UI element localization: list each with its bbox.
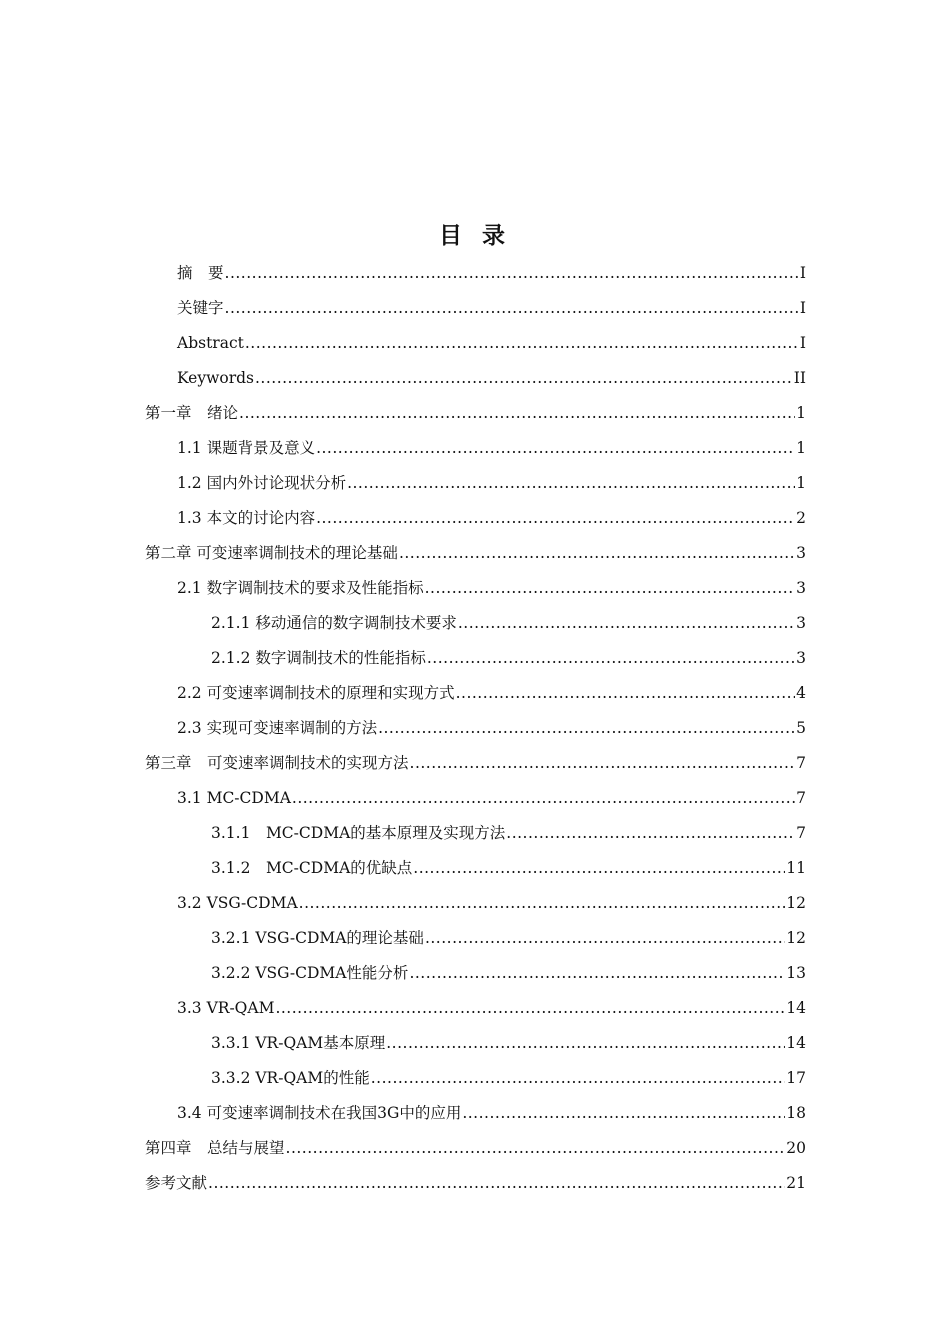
toc-entry-page: 18 (786, 1104, 806, 1122)
toc-entry-page: 14 (786, 999, 806, 1017)
toc-entry-label: 2.1.2 数字调制技术的性能指标 (211, 649, 426, 667)
toc-entry[interactable] (177, 886, 806, 921)
toc-entry[interactable] (211, 956, 806, 991)
toc-entry-page: 14 (786, 1034, 806, 1052)
toc-leader-dots (299, 886, 786, 921)
toc-entry-label: 3.2.1 VSG-CDMA的理论基础 (211, 929, 424, 947)
toc-entry[interactable] (177, 291, 806, 326)
toc-entry-page: 3 (796, 579, 806, 597)
toc-entry-label: 第四章 总结与展望 (145, 1139, 285, 1157)
toc-entry[interactable] (177, 711, 806, 746)
toc-entry-label: 第二章 可变速率调制技术的理论基础 (145, 544, 398, 562)
toc-entry[interactable] (211, 641, 806, 676)
toc-leader-dots (458, 606, 795, 641)
toc-entry-label: Abstract (177, 334, 244, 352)
toc-entry[interactable] (145, 746, 806, 781)
toc-leader-dots (245, 326, 799, 361)
toc-entry-label: 2.1.1 移动通信的数字调制技术要求 (211, 614, 457, 632)
toc-leader-dots (456, 676, 796, 711)
toc-leader-dots (316, 501, 795, 536)
toc-leader-dots (399, 536, 795, 571)
toc-leader-dots (286, 1131, 786, 1166)
toc-entry-label: 摘 要 (177, 264, 224, 282)
toc-entry-page: I (799, 264, 806, 282)
toc-entry-label: 3.2.2 VSG-CDMA性能分析 (211, 964, 409, 982)
toc-entry-page: I (799, 334, 806, 352)
toc-entry-page: 12 (786, 894, 806, 912)
toc-entry-page: 20 (786, 1139, 806, 1157)
toc-entry-label: 2.2 可变速率调制技术的原理和实现方式 (177, 684, 455, 702)
toc-entry-label: 第三章 可变速率调制技术的实现方法 (145, 754, 409, 772)
toc-entry[interactable] (177, 431, 806, 466)
toc-leader-dots (462, 1096, 785, 1131)
toc-entry-label: 关键字 (177, 299, 224, 317)
toc-entry-page: 17 (786, 1069, 806, 1087)
toc-entry-page: 13 (786, 964, 806, 982)
toc-entry-page: I (799, 299, 806, 317)
toc-entry-page: 1 (796, 439, 806, 457)
toc-entry-label: 3.3.1 VR-QAM基本原理 (211, 1034, 386, 1052)
toc-entry-label: 1.2 国内外讨论现状分析 (177, 474, 347, 492)
toc-entry-label: 3.1.2 MC-CDMA的优缺点 (211, 859, 413, 877)
toc-entry-label: Keywords (177, 369, 254, 387)
toc-entry[interactable] (177, 361, 806, 396)
toc-entry[interactable] (211, 851, 806, 886)
toc-entry-page: 7 (796, 824, 806, 842)
toc-leader-dots (425, 921, 785, 956)
toc-leader-dots (225, 291, 799, 326)
toc-leader-dots (239, 396, 795, 431)
toc-entry-label: 3.1 MC-CDMA (177, 789, 291, 807)
toc-entry[interactable] (177, 501, 806, 536)
toc-entry-label: 3.4 可变速率调制技术在我国3G中的应用 (177, 1104, 462, 1122)
toc-entry[interactable] (177, 676, 806, 711)
toc-entry-page: 1 (796, 474, 806, 492)
toc-entry[interactable] (211, 1026, 806, 1061)
toc-leader-dots (225, 256, 799, 291)
toc-leader-dots (425, 571, 796, 606)
toc-leader-dots (292, 781, 795, 816)
toc-leader-dots (208, 1166, 785, 1201)
toc-entry-page: 11 (786, 859, 806, 877)
toc-entry-label: 3.1.1 MC-CDMA的基本原理及实现方法 (211, 824, 506, 842)
toc-leader-dots (427, 641, 795, 676)
toc-leader-dots (386, 1026, 785, 1061)
toc-leader-dots (413, 851, 785, 886)
toc-entry-label: 3.3 VR-QAM (177, 999, 275, 1017)
toc-entry[interactable] (145, 1166, 806, 1201)
toc-entry-page: 3 (796, 649, 806, 667)
toc-entry[interactable] (211, 606, 806, 641)
toc-entry-label: 1.3 本文的讨论内容 (177, 509, 316, 527)
toc-entry-page: II (793, 369, 806, 387)
toc-entry[interactable] (177, 571, 806, 606)
toc-entry[interactable] (145, 1131, 806, 1166)
toc-leader-dots (316, 431, 795, 466)
toc-entry[interactable] (145, 396, 806, 431)
toc-entry[interactable] (211, 816, 806, 851)
toc-entry-label: 2.3 实现可变速率调制的方法 (177, 719, 378, 737)
toc-entry-label: 3.2 VSG-CDMA (177, 894, 298, 912)
toc-entry[interactable] (211, 1061, 806, 1096)
toc-leader-dots (410, 746, 796, 781)
toc-leader-dots (347, 466, 795, 501)
toc-leader-dots (378, 711, 795, 746)
toc-entry-page: 5 (796, 719, 806, 737)
toc-leader-dots (255, 361, 793, 396)
toc-entry-page: 3 (796, 614, 806, 632)
toc-entry[interactable] (145, 536, 806, 571)
toc-leader-dots (371, 1061, 786, 1096)
toc-entry[interactable] (177, 991, 806, 1026)
toc-entry-page: 4 (796, 684, 806, 702)
toc-leader-dots (275, 991, 785, 1026)
toc-entry[interactable] (177, 256, 806, 291)
toc-entry[interactable] (177, 1096, 806, 1131)
toc-entry-label: 第一章 绪论 (145, 404, 239, 422)
toc-entry[interactable] (177, 466, 806, 501)
toc-entry-page: 3 (796, 544, 806, 562)
toc-entry[interactable] (177, 326, 806, 361)
toc-leader-dots (409, 956, 785, 991)
toc-entry-page: 7 (796, 789, 806, 807)
toc-entry-label: 3.3.2 VR-QAM的性能 (211, 1069, 370, 1087)
toc-entry-label: 1.1 课题背景及意义 (177, 439, 316, 457)
toc-entry[interactable] (177, 781, 806, 816)
toc-entry-page: 21 (786, 1174, 806, 1192)
toc-entry-label: 参考文献 (145, 1174, 208, 1192)
toc-entry-page: 7 (796, 754, 806, 772)
toc-entry-label: 2.1 数字调制技术的要求及性能指标 (177, 579, 424, 597)
toc-entry-page: 1 (796, 404, 806, 422)
toc-entry[interactable] (211, 921, 806, 956)
toc-entry-page: 2 (796, 509, 806, 527)
toc-entry-page: 12 (786, 929, 806, 947)
toc-title: 目 录 (438, 223, 511, 249)
toc-leader-dots (506, 816, 795, 851)
